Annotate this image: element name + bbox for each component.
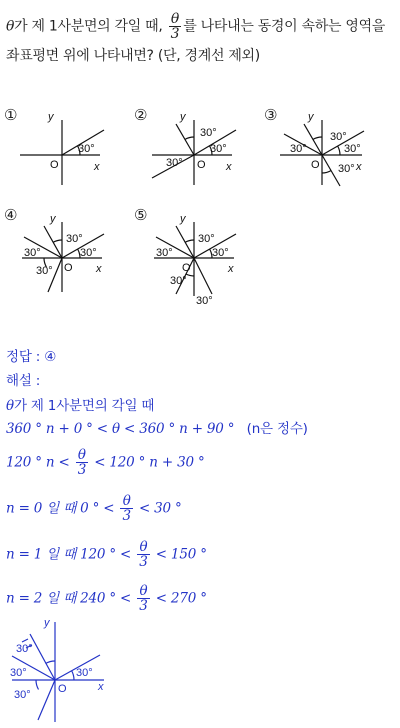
explanation-label: 해설 : [6,373,41,389]
solution-line-4: n = 0 일 때 0 ° < $\frac{\theta}{3}$ < 30 ° [6,493,182,524]
solution-line-5: n = 1 일 때 120 ° < $\frac{\theta}{3}$ < 150 ° [6,539,207,570]
origin-label: O [58,683,67,695]
option-5-number[interactable]: ⑤ [134,206,148,224]
angle-label: 30° [290,143,307,155]
origin-label: O [182,262,191,274]
y-axis-label: y [50,213,56,225]
x-axis-label: x [96,263,102,275]
x-axis-label: x [228,263,234,275]
angle-label: 30° [36,265,53,277]
y-axis-label: y [180,213,186,225]
option-5-diagram [154,222,236,296]
y-axis-label: y [180,111,186,123]
answer-label: 정답 : ④ [6,349,57,365]
solution-line-2: 360 ° n + 0 ° < θ < 360 ° n + 90 ° (n은 정수) [6,421,308,437]
origin-label: O [197,159,206,171]
y-axis-label-1: y [48,111,54,123]
angle-label: 30° [76,667,93,679]
y-axis-label: y [44,617,50,629]
angle-label: 30° [170,275,187,287]
question-text-2: 를 나타내는 동경이 속하는 영역을 [183,18,386,35]
angle-label: 30° [196,295,213,307]
origin-label: O [50,159,59,171]
angle-label: 30° [78,143,95,155]
angle-label: 30° [338,163,355,175]
origin-label: O [311,159,320,171]
option-3-number[interactable]: ③ [264,106,278,124]
angle-label: 30° [14,689,31,701]
angle-label: 30° [198,233,215,245]
option-diagrams [0,0,400,330]
x-axis-label: x [94,161,100,173]
angle-label: 30° [200,127,217,139]
angle-label: 30° [210,143,227,155]
question-text-1: 가 제 1사분면의 각일 때, [14,18,163,35]
angle-label: 30° [16,643,33,655]
option-1-number[interactable]: ① [4,106,18,124]
y-axis-label: y [308,111,314,123]
solution-line-6: n = 2 일 때 240 ° < $\frac{\theta}{3}$ < 270 ° [6,583,207,614]
option-4-number[interactable]: ④ [4,206,18,224]
theta-over-3-fraction: $\frac{\theta}{3}$ [170,11,180,42]
angle-label: 30° [24,247,41,259]
solution-line-3: 120 ° n < $\frac{\theta}{3}$ < 120 ° n + 30 ° [6,447,205,478]
angle-label: 30° [10,667,27,679]
x-axis-label: x [356,161,362,173]
question-line-2: 좌표평면 위에 나타내면? (단, 경계선 제외) [6,48,260,64]
angle-label: 30° [344,143,361,155]
angle-label: 30° [80,247,97,259]
angle-label: 30° [156,247,173,259]
angle-label: 30° [212,247,229,259]
angle-label: 30° [66,233,83,245]
theta-symbol: θ [6,18,15,35]
x-axis-label: x [98,681,104,693]
solution-line-1: θ가 제 1사분면의 각일 때 [6,398,155,414]
angle-label: 30° [330,131,347,143]
x-axis-label: x [226,161,232,173]
origin-label: O [64,262,73,274]
angle-label: 30° [166,157,183,169]
option-2-number[interactable]: ② [134,106,148,124]
solution-diagram [0,612,140,728]
